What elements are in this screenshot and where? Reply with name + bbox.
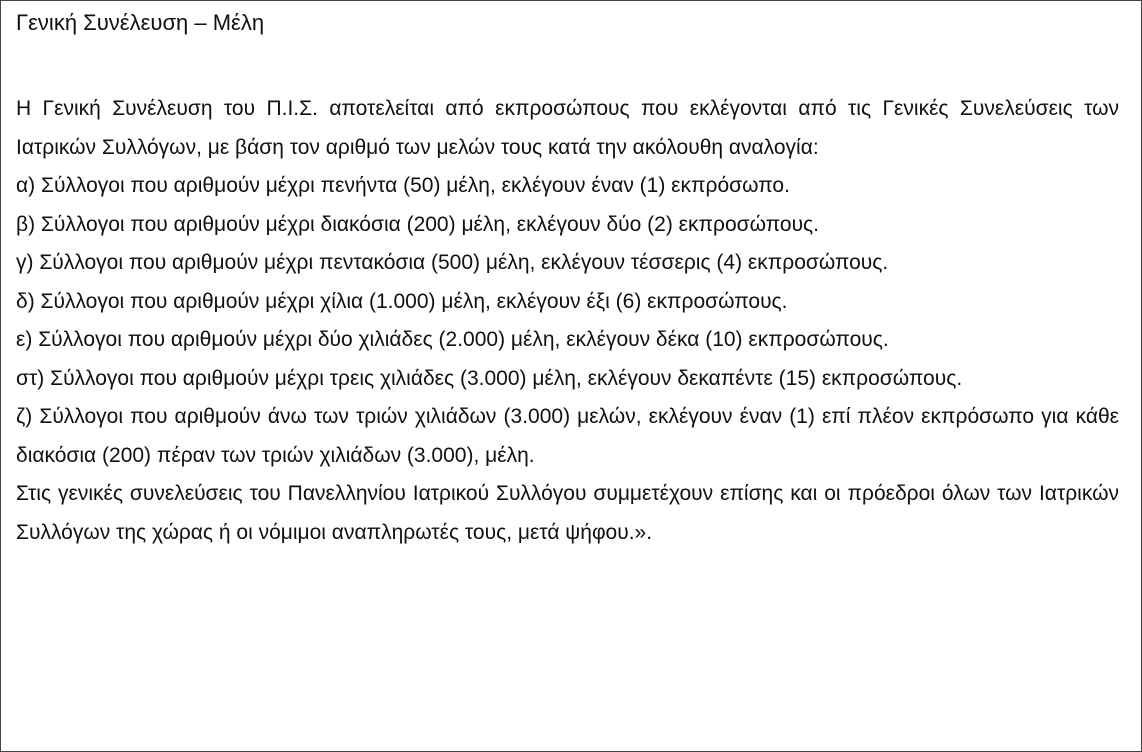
list-item-b: β) Σύλλογοι που αριθμούν μέχρι διακόσια (200) μέλη, εκλέγουν δύο (2) εκπροσώπους. <box>16 212 820 236</box>
list-item-z: ζ) Σύλλογοι που αριθμούν άνω των τριών χιλιάδων (3.000) μελών, εκλέγουν έναν (1) επί πλέον εκπρόσωπο για κάθε διακόσια (200) πέραν των τριών χιλιάδων (3.000), μέλη. <box>16 405 1119 467</box>
page-title: Γενική Συνέλευση – Μέλη <box>16 10 265 35</box>
intro-paragraph: Η Γενική Συνέλευση του Π.Ι.Σ. αποτελείται από εκπροσώπους που εκλέγονται από τις Γενικές Συνελεύσεις των Ιατρικών Συλλόγων, με βάση τον αριθμό των μελών τους κατά την ακόλουθη αναλογία: <box>16 97 1119 159</box>
list-item-a: α) Σύλλογοι που αριθμούν μέχρι πενήντα (50) μέλη, εκλέγουν έναν (1) εκπρόσωπο. <box>16 174 790 197</box>
list-item-d: δ) Σύλλογοι που αριθμούν μέχρι χίλια (1.000) μέλη, εκλέγουν έξι (6) εκπροσώπους. <box>16 289 788 313</box>
closing-paragraph: Στις γενικές συνελεύσεις του Πανελληνίου Ιατρικού Συλλόγου συμμετέχουν επίσης και οι πρόεδροι όλων των Ιατρικών Συλλόγων της χώρας ή οι νόμιμοι αναπληρωτές τους, μετά ψήφου.». <box>16 482 1119 544</box>
list-item-st: στ) Σύλλογοι που αριθμούν μέχρι τρεις χιλιάδες (3.000) μέλη, εκλέγουν δεκαπέντε (15) εκπροσώπους. <box>16 366 963 390</box>
list-item-c: γ) Σύλλογοι που αριθμούν μέχρι πεντακόσια (500) μέλη, εκλέγουν τέσσερις (4) εκπροσώπους. <box>16 251 889 274</box>
list-item-e: ε) Σύλλογοι που αριθμούν μέχρι δύο χιλιάδες (2.000) μέλη, εκλέγουν δέκα (10) εκπροσώπους. <box>16 328 889 351</box>
document-body <box>16 90 1119 552</box>
